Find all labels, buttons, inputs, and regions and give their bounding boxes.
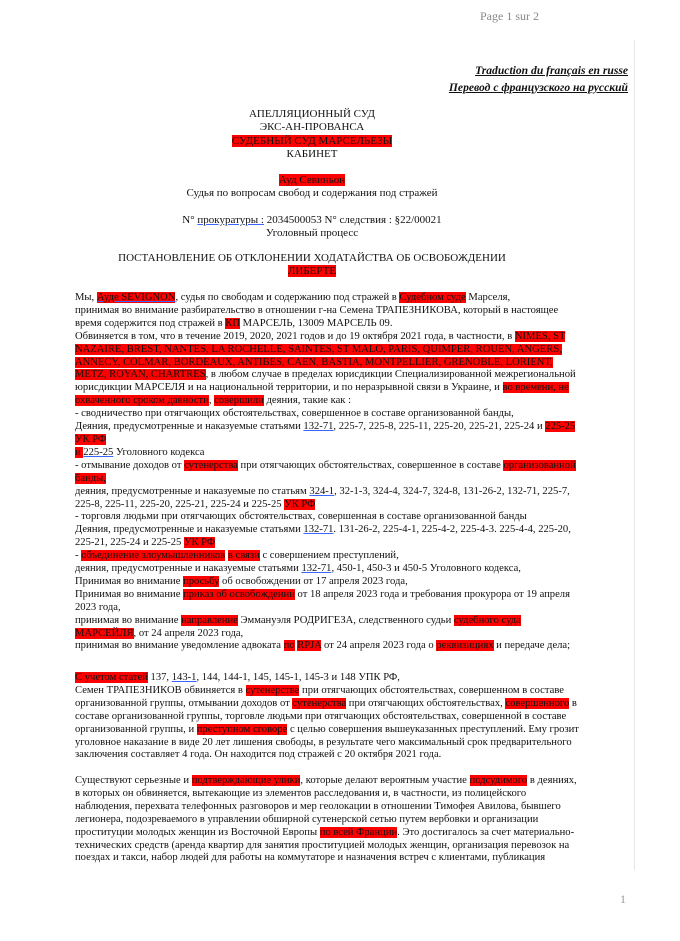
text-line: заключения составляет 4 года. Он находится под стражей с 20 октября 2021 года. <box>75 749 442 761</box>
judge-title: Судья по вопросам свобод и содержания под стражей <box>186 187 438 200</box>
text-line: 225-8, 225-11, 225-20, 225-21, 225-24 и 225-25 УК РФ <box>75 498 316 510</box>
text-line: Деяния, предусмотренные и наказуемые статьями 132-71. 131-26-2, 225-4-1, 225-4-2, 225-4-3. 225-4-4, 225-20, <box>75 524 571 536</box>
text-line: С учетом статей 137, 143-1, 144, 144-1, 145, 145-1, 145-3 и 148 УПК РФ, <box>75 672 400 683</box>
court-header <box>0 108 624 161</box>
reference-block <box>0 214 624 241</box>
text-line: - отмывание доходов от сутенерства при отягчающих обстоятельствах, совершенное в составе организованной <box>75 459 576 471</box>
text-line: принимая во внимание разбирательство в отношении г-на Семена ТРАПЕЗНИКОВА, который в настоящее <box>75 304 559 316</box>
text-line: поездах и такси, набор людей для работы на коммутаторе и назначения встреч с клиентами, публикация <box>75 852 546 864</box>
judge-block <box>0 174 624 201</box>
text-line: технических средств (аренда квартир для занятия проституцией молодых женщин, организация перевозок на <box>75 839 570 851</box>
text-line: уголовное наказание в виде 20 лет лишения свободы, в результате чего максимальный срок предварительного <box>75 736 572 748</box>
text-line: банды, <box>75 472 106 484</box>
paragraph-2 <box>75 672 623 762</box>
decision-title-block <box>0 252 624 279</box>
court-line-4: КАБИНЕТ <box>286 147 338 160</box>
decision-subtitle: ЛИБЕРТЕ <box>287 265 337 278</box>
text-line: Обвиняется в том, что в течение 2019, 2020, 2021 годов и до 19 октября 2021 года, в частности, в NIMES, ST <box>75 330 566 342</box>
text-line: проституции молодых женщин из Восточной Европы по всей Франции. Это достигалось за счет материально- <box>75 826 575 838</box>
text-line: 2023 года, <box>75 601 121 613</box>
text-line: ANNECY, COLMAR, BORDEAUX, ANTIBES, CAEN, BASTIA, MONTPELLIER, GRENOBLE, LORIENT, <box>75 356 553 368</box>
court-line-3: СУДЕБНЫЙ СУД МАРСЕЛЬЕЗЫ <box>231 134 393 147</box>
paragraph-3 <box>75 775 623 865</box>
text-line: юрисдикции МАРСЕЛЯ и на национальной территории, и по неразрывной связи в Украине, и во времени, не <box>75 382 569 394</box>
text-line: организованной группы, и преступном сговоре с целью совершения вышеуказанных преступлений. Ему грозит <box>75 723 579 735</box>
reference-line-2: Уголовный процесс <box>265 227 359 240</box>
text-line: METZ, ROYAN, CHARTRES, в любом случае в пределах юрисдикции Специализированной межрегиональной <box>75 369 576 381</box>
translation-fr: Traduction du français en russe <box>475 64 628 77</box>
text-line: Мы, Ауде SEVIGNON, судья по свободам и содержанию под стражей в Судебном суде Марселя, <box>75 292 511 303</box>
paragraph-1 <box>75 292 623 653</box>
text-line: Деяния, предусмотренные и наказуемые статьями 132-71, 225-7, 225-8, 225-11, 225-20, 225-21, 225-24 и 225-25 <box>75 421 576 433</box>
text-line: УК РФ <box>75 433 107 445</box>
judge-name: Ауд Севиньон <box>278 174 346 186</box>
text-line: деяния, предусмотренные и наказуемые статьями 132-71, 450-1, 450-3 и 450-5 Уголовного кодекса, <box>75 563 521 575</box>
text-line: Принимая во внимание приказ об освобождении от 18 апреля 2023 года и требования прокурора от 19 апреля <box>75 588 570 600</box>
text-line: организованной группы, отмывании доходов от сутенерства при отягчающих обстоятельствах, совершенного в <box>75 697 577 709</box>
text-line: - объединение злоумышленников в связи с совершением преступлений, <box>75 550 399 562</box>
text-line: составе организованной группы, торговле людьми при отягчающих обстоятельствах, совершенной в составе <box>75 710 567 722</box>
translation-note <box>449 62 628 96</box>
court-line-2: ЭКС-АН-ПРОВАНСА <box>259 121 365 134</box>
text-line: Существуют серьезные и подтверждающие улики, которые делают вероятным участие подсудимого в деяниях, <box>75 775 577 786</box>
text-line: принимая во внимание уведомление адвоката по RPJA от 24 апреля 2023 года о реквизициях и передаче дела; <box>75 640 571 652</box>
text-line: Принимая во внимание просьбу об освобождении от 17 апреля 2023 года, <box>75 575 408 587</box>
text-line: в которых он обвиняется, вытекающие из элементов расследования и, в частности, из полицейского <box>75 787 527 799</box>
decision-title: ПОСТАНОВЛЕНИЕ ОБ ОТКЛОНЕНИИ ХОДАТАЙСТВА ОБ ОСВОБОЖДЕНИИ <box>118 252 506 264</box>
text-line: - торговля людьми при отягчающих обстоятельствах, совершенная в составе организованной банды <box>75 511 527 523</box>
court-line-1: АПЕЛЛЯЦИОННЫЙ СУД <box>248 108 376 120</box>
page-number-bottom: 1 <box>620 892 626 906</box>
text-line: NAZAIRE, BREST, NANTES, LA ROCHELLE, SAINTES, ST MALO, PARIS, QUIMPER, ROUEN, ANGERS, <box>75 343 562 355</box>
text-line: и 225-25 Уголовного кодекса <box>75 446 205 458</box>
text-line: - сводничество при отягчающих обстоятельствах, совершенное в составе организованной банды, <box>75 408 514 420</box>
text-line: легионера, подозреваемого в управлении обширной сутенерской сетью путем вербовки и организации <box>75 813 539 825</box>
text-line: принимая во внимание направление Эммануэля РОДРИГЕЗА, следственного судьи судебного суда <box>75 614 521 626</box>
text-line: наблюдения, перехвата телефонных разговоров и мер геолокации в отношении Тимофея Авилова, бывшего <box>75 800 561 812</box>
translation-ru: Перевод с французского на русский <box>448 81 628 94</box>
text-line: Семен ТРАПЕЗНИКОВ обвиняется в сутенерстве при отягчающих обстоятельствах, совершенном в составе <box>75 684 564 696</box>
text-line: время содержится под стражей в КП МАРСЕЛЬ, 13009 МАРСЕЛЬ 09. <box>75 317 393 329</box>
text-line: деяния, предусмотренные и наказуемые по статьям 324-1, 32-1-3, 324-4, 324-7, 324-8, 131-26-2, 132-71, 225-7, <box>75 485 570 497</box>
reference-line-1: N° прокуратуры : 2034500053 N° следствия : §22/00021 <box>182 214 442 226</box>
page-edge <box>634 40 635 870</box>
text-line: МАРСЕЙЛЯ, от 24 апреля 2023 года, <box>75 627 244 639</box>
text-line: 225-21, 225-24 и 225-25 УК РФ <box>75 537 216 549</box>
page-number-top: Page 1 sur 2 <box>480 9 539 23</box>
text-line: охваченного сроком давности, совершили деяния, такие как : <box>75 395 352 407</box>
